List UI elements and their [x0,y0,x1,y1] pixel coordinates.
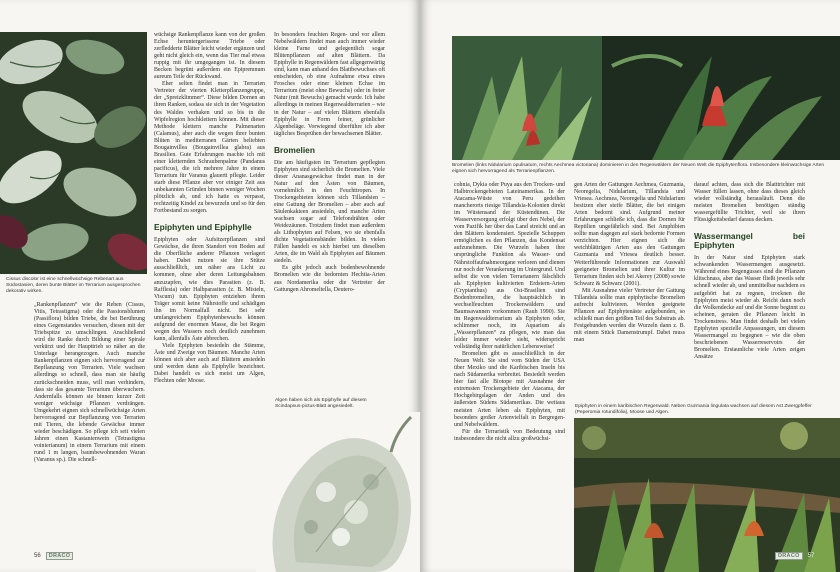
left-column-2 [154,32,265,385]
paragraph: Bromelien gibt es ausschließlich in der Neuen Welt. Sie sind vom Süden der USA über Mexiko und die Karibischen Inseln bis nach Südamerika verbreitet. Besiedelt werden hier fast alle Biotope mit Ausnahme der extremsten Trockengebiete der Atacama, der Hochgebirgslagen der Anden und des äußersten Südens Südamerikas. Die weitaus meisten Arten leben als Epiphyten, mit besonders großer Artenvielfalt in Bergregen- und Nebelwäldern. [454,351,565,428]
paragraph: Für die Terraristik von Bedeutung sind insbesondere die nicht allzu großwüchsi- [454,428,565,442]
paragraph: Die am häufigsten im Terrarium gepflegten Epiphyten sind sicherlich die Bromelien. Viele dieser Ananasgewächse findet man in der Natur auf den Ästen von Bäumen, vornehmlich in den Feuchttropen. In Trockengebieten können sich Tillandsien – eine Gattung der Bromelien – aber auch auf Säulenkakteen ansiedeln, und manche Arten wachsen sogar auf Telefondrähten oder Weidezäunen. Trotzdem findet man außerdem als Lithophyten auf Felsen, wo sie ebenfalls dichte Vegetationsbänder bilden. In vielen Fällen handelt es sich hierbei um dieselben Arten, die im Wald als Epiphyten auf Bäumen siedeln. [274,159,385,265]
left-folio [34,552,73,560]
heading-wassermangel: Wassermangel bei Epiphyten [694,231,805,251]
heading-epiphyten: Epiphyten und Epiphylle [154,222,252,233]
paragraph: In der Natur sind Epiphyten stark schwankenden Wassermengen ausgesetzt. Während eines Regengusses sind die Pflanzen klitschnass, aber das Wasser fließt jeweils sehr schnell wieder ab, und unmittelbar nachdem es aufgehört hat zu regnen, trocknen die Epiphyten meist wieder ab. Reicht dann noch die Wolkendecke auf und die Sonne beginnt zu scheinen, geraten die Pflanzen leicht in Trockenstress. Man findet deshalb bei vielen Epiphyten spezielle Anpassungen, um diesem Wassermangel zu begegnen – wie die oben beschriebenen Wasserreservoirs der Bromelien. Erstaunliche viele Arten zeigen Ansätze [694,255,805,360]
cissus-discolor-photo [0,32,147,274]
right-page [420,0,840,572]
paragraph: Epiphyten oder Aufsitzerpflanzen sind Gewächse, die ihren Standort von Boden auf die Oberfläche anderer Pflanzen verlagert haben. Dabei nutzen sie ihre Stütze ausschließlich, um näher ans Licht zu kommen, ohne aber deren Leitungsbahnen anzuzapfen, wie dies Parasiten (z. B. Rafflesia) oder Halbparasiten (z. B. Misteln, Viscum) tun. Epiphyten entziehen ihrem Träger somit keine Nährstoffe und schädigen ihn im Normalfall nicht. Bei sehr umfangreichem Epiphytenbewuchs können aufgrund der enormen Masse, die bei Regen wegen des Wassers noch deutlich zunehmen kann, allenfalls Äste abbrechen. [154,237,265,342]
paragraph: gen Arten der Gattungen Aechmea, Guzmania, Neoregelia, Nidularium, Tillandsia und Vriesea. Aechmea, Neoregelia und Nidularium besitzen eher steife Blätter, die bei einigen Arten bedornt sind. Aufgrund meiner Erfahrungen schließe ich, dass die Dornen für Reptilien ungefährlich sind. Bei Amphibien sollte man dagegen auf stark bedornte Formen verzichten. Hier eignen sich die weichblättrigen Arten aus den Gattungen Guzmania und Vriesea deutlich besser. Weiterführende Informationen zur Auswahl geeigneter Bromelien und ihrer Kultur im Terrarium finden sich bei Akerey (2008) sowie Schwarz & Schwarz (2001). [574,182,685,287]
heading-bromelien: Bromelien [274,144,315,155]
page-number: 57 [807,553,815,559]
left-column-1 [34,302,145,464]
right-column-3 [694,182,805,361]
paragraph: cohnia, Dykia oder Puya aus den Trocken- und Halbtrockengebieten Lateinamerikas. In der Atacama-Wüste von Peru gedeihen mancherorts riesige Tillandsia-Kolonien direkt im Wüstensand der Küstendünen. Die Wasserversorgung erfolgt über den Nebel, der vom Pazifik her über das Land streicht und an den Blättern kondensiert. Spezielle Schuppen ermöglichen es den Pflanzen, das Kondensat aufzunehmen. Die Wurzeln haben ihre ursprüngliche Funktion als Wasser- und Nährstoffaufnahmeorgane verloren und dienen nur noch der Verankerung im Untergrund. Und selbst die von vielen Terrarianern fälschlich als Epiphyten kultivierten Erdstern-Arten (Cryptanthus) aus Ost-Brasilien sind Bodenbromelien, die hauptsächlich in wechselfeuchten Trockenwäldern und Baumsavannen vorkommen (Rauh 1990). Sie im Regenwaldterrarium als Epiphyten oder, schlimmer noch, im Aquarium als „Wasserpflanzen“ zu pflegen, wie man das leider immer wieder sieht, widerspricht vollständig ihrer natürlichen Lebensweise! [454,182,565,351]
right-folio [775,552,814,560]
caption-algae: Algen haben sich als Epiphylle auf diesem Scindapsus-pictus-Blatt angesiedelt. [275,398,367,409]
bromelien-photo [452,36,840,160]
paragraph: darauf achten, dass sich die Blatttrichter mit Wasser füllen lassen, ohne dass dieses gleich wieder vollständig herausläuft. Denn die meisten Bromelien benötigen ständig wassergefüllte Trichter, weil sie ihren Flüssigkeitsbedarf daraus decken. [694,182,805,224]
caption-karibik: Epiphyten in einem karibischen Regenwald. Neben Guzmania lingulata wachsen auf diesem Ast Zwergpfeffer (Peperomia rotundifolia), Moose und Algen. [575,404,812,415]
algae-leaf-photo [256,412,420,572]
caption-bromelien: Bromelien (links Nidularium opulisatum, rechts Aechmea victoriana) dominieren in den Regenwäldern der Neuen Welt die Epiphytenflora. Insbesondere kleinwüchsige Arten eignen sich hervorragend als Terrarienpflanzen. [452,163,825,174]
paragraph: Eher selten findet man in Terrarien Vertreter der vierten Kletterpflanzengruppe, der „Spreizklimmer“. Diese bilden Dornen an ihren Ranken, sodass sie sich in der Vegetation des Waldes verhaken und so bis in die Wipfelregion hochklettern können. Mit dieser Methode klettern manche Palmenarten (Calamus), aber auch die wegen ihrer bunten Blüten in mediterranen Gärten beliebten Bougainvillea (Bougainvillea glabra) aus Brasilien. Gute Erfahrungen machte ich mit einer kletternden Schraubenpalme (Pandanus pacificus), die ich mehrere Jahre in einem Terrarium für Varanus glauerti pflegte. Leider starb diese Pflanze aber vor einiger Zeit aus unbekannten Gründen binnen weniger Wochen plötzlich ab, und ich hatte es verpasst, rechtzeitig Kindel zu bewurzeln und so für den Fortbestand zu sorgen. [154,81,265,215]
draco-logo: DRACO [775,552,803,560]
paragraph: Viele Epiphyten besiedeln die Stämme, Äste und Zweige von Bäumen. Manche Arten können sich aber auch auf Blättern ansiedeln und werden dann als Epiphylle bezeichnet. Dabei handelt es sich meist um Algen, Flechten oder Moose. [154,342,265,385]
right-column-2 [574,182,685,344]
caption-cissus: Cissus discolor ist eine schnellwüchsige Rebenart aus Südostasien, deren bunte Blätter im Terrarium ausgesprochen dekorativ wirken. [6,277,141,294]
left-column-3 [274,32,385,294]
paragraph: Es gibt jedoch auch bodenbewohnende Bromelien wie die bedornten Hechtia-Arten aus Nordamerika oder die Vertreter der Gattungen Ahromeltella, Deutero- [274,265,385,293]
paragraph: „Rankenpflanzen“ wie die Reben (Cissus, Vitis, Tetrastigma) oder die Passionsblumen (Passiflora) bilden Triebe, die bei Berührung eines Gegenstandes versuchen, diesen mit der Triebspitze zu umschlingen. Anschließend wird die Ranke durch Bildung einer Spirale verkürzt und der Haupttrieb so näher an die Unterlage herangezogen. Auch manche Rankenpflanzen eignen sich hervorragend zur Bepflanzung von Terrarien. Viele wachsen allerdings so schnell, dass man sie häufig zurückschneiden muss, will man verhindern, dass sie das gesamte Terrarium überwuchern. Andernfalls können sie binnen kurzer Zeit weniger wüchsige Pflanzen verdrängen. Umgekehrt eignen sich schnellwüchsige Arten hervorragend zur Bepflanzung von Terrarien mit Tieren, die lebende Gewächse immer wieder beschädigen. So pflege ich seit vielen Jahren einen Kastanienwein (Tetrastigma voinierianum) in einem Terrarium mit einem rund 1 m langen, baumbewohnenden Waran (Varanus sp.). Die schnell- [34,302,145,464]
paragraph: Mit Ausnahme vieler Vertreter der Gattung Tillandsia sollte man epiphytische Bromelien aufrecht kultivieren. Werden geeignete Pflanzen auf Epiphytenäste aufgebunden, so schließt man den größten Teil des Substrats ab. Festgebunden werden die Wurzeln dann z. B. mit einem Stück Damenstrumpf. Dabei muss man [574,287,685,344]
karibik-epiphyten-photo [574,418,840,572]
paragraph: In besonders feuchten Regen- und vor allem Nebelwäldern findet man auch immer wieder kleine Farne und gelegentlich sogar Blütenpflanzen auf alten Blättern. Da Epiphylle in Regenwäldern fast allgegenwärtig sind, kann man anhand des Blattbewuchses oft entscheiden, ob eine Aufnahme etwa eines Frosches oder einer kleinen Echse im Terrarium (meist ohne Bewuchs) oder in freier Natur (mit Bewuchs) gemacht wurde. Ich habe allerdings in meinen Regenwaldterrarien – wie in der Natur – auf vielen Blättern ebenfalls Epiphylle in Form feiner, grünlicher Algenbeläge. Vorwiegend überführe ich aber tägliches Besprühen der bewachsenen Blätter. [274,32,385,137]
right-column-1 [454,182,565,443]
page-number: 56 [34,553,41,559]
draco-logo: DRACO [46,552,74,560]
paragraph: wüchsige Rankenpflanze kann von der großen Echse heruntergerissene Triebe oder zerfledderte Blätter leicht wieder ergänzen und geht nicht gleich ein, wenn das Tier mal etwas ruppig mit ihr umgegangen ist. In diesem Becken begrünt außerdem ein Epipremnum aureum Teile der Rückwand. [154,32,265,81]
